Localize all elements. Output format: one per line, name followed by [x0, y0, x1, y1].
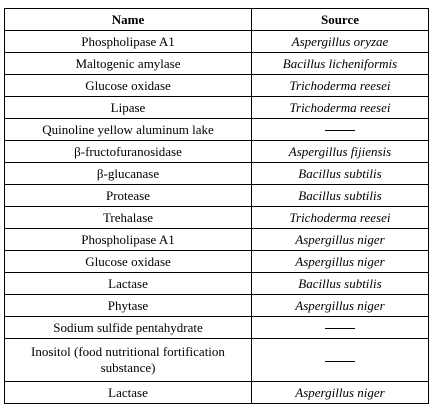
source-organism-cell: Aspergillus niger [252, 229, 429, 251]
table-row [5, 273, 429, 295]
enzyme-source-table [4, 8, 429, 404]
substance-name-cell: Sodium sulfide pentahydrate [5, 317, 252, 339]
substance-name-cell: Lactase [5, 273, 252, 295]
name-column-header: Name [5, 9, 252, 31]
source-organism-cell: Aspergillus niger [252, 251, 429, 273]
table-row [5, 229, 429, 251]
substance-name-cell: Phospholipase A1 [5, 229, 252, 251]
substance-name-cell: Inositol (food nutritional fortification substance) [5, 339, 252, 382]
substance-name-cell: β-glucanase [5, 163, 252, 185]
source-organism-cell: Bacillus subtilis [252, 273, 429, 295]
source-organism-cell: Bacillus licheniformis [252, 53, 429, 75]
table-row [5, 295, 429, 317]
table-row [5, 141, 429, 163]
substance-name-cell: Glucose oxidase [5, 251, 252, 273]
substance-name-cell: Lipase [5, 97, 252, 119]
substance-name-cell: Quinoline yellow aluminum lake [5, 119, 252, 141]
source-organism-cell: Aspergillus oryzae [252, 31, 429, 53]
table-row [5, 382, 429, 404]
source-organism-cell: Bacillus subtilis [252, 163, 429, 185]
source-organism-cell: Trichoderma reesei [252, 97, 429, 119]
substance-name-cell: β-fructofuranosidase [5, 141, 252, 163]
source-organism-cell: Trichoderma reesei [252, 207, 429, 229]
source-organism-cell: Trichoderma reesei [252, 75, 429, 97]
source-not-applicable-cell [252, 119, 429, 141]
table-header-row [5, 9, 429, 31]
substance-name-cell: Trehalase [5, 207, 252, 229]
table-row [5, 53, 429, 75]
source-organism-cell: Aspergillus niger [252, 295, 429, 317]
table-body [5, 31, 429, 404]
table-row [5, 317, 429, 339]
table-row [5, 31, 429, 53]
substance-name-cell: Phospholipase A1 [5, 31, 252, 53]
table-row [5, 251, 429, 273]
em-dash-line [325, 361, 355, 362]
table-row [5, 185, 429, 207]
source-organism-cell: Bacillus subtilis [252, 185, 429, 207]
substance-name-cell: Glucose oxidase [5, 75, 252, 97]
table-row [5, 75, 429, 97]
source-organism-cell: Aspergillus fijiensis [252, 141, 429, 163]
substance-name-cell: Lactase [5, 382, 252, 404]
table-row [5, 339, 429, 382]
substance-name-cell: Protease [5, 185, 252, 207]
em-dash-line [325, 130, 355, 131]
substance-name-cell: Maltogenic amylase [5, 53, 252, 75]
substance-name-cell: Phytase [5, 295, 252, 317]
table-row [5, 163, 429, 185]
source-not-applicable-cell [252, 339, 429, 382]
table-row [5, 97, 429, 119]
source-not-applicable-cell [252, 317, 429, 339]
source-column-header: Source [252, 9, 429, 31]
enzyme-source-table-container [4, 8, 428, 404]
em-dash-line [325, 328, 355, 329]
source-organism-cell: Aspergillus niger [252, 382, 429, 404]
table-row [5, 207, 429, 229]
table-row [5, 119, 429, 141]
